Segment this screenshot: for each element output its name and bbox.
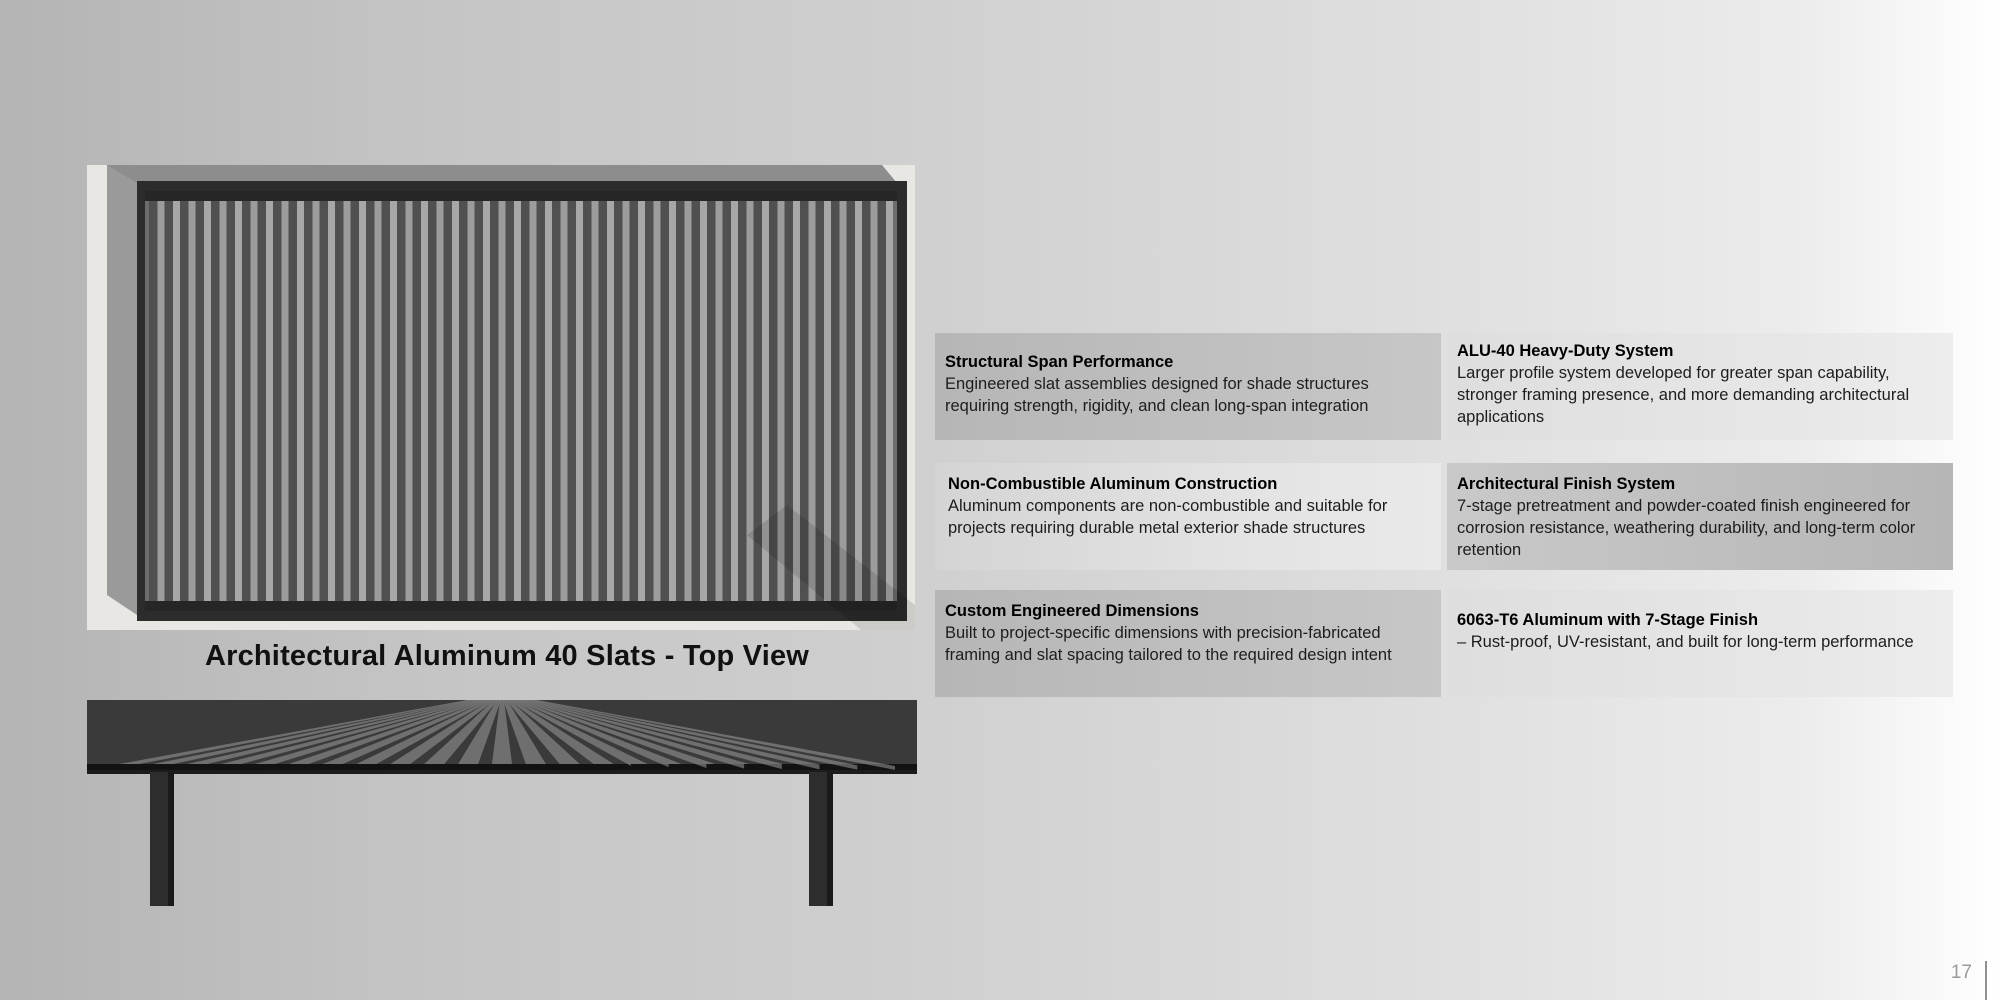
top-view-illustration — [87, 165, 915, 630]
slat — [521, 191, 530, 611]
feature-title: Structural Span Performance — [945, 353, 1174, 371]
slat-gap — [468, 191, 475, 611]
slat — [397, 191, 406, 611]
slat — [351, 191, 360, 611]
slat — [599, 191, 608, 611]
slat-gap — [235, 191, 242, 611]
slat — [304, 191, 313, 611]
slat-gap — [297, 191, 304, 611]
slat-gap — [499, 191, 506, 611]
feature-card-structural-span — [935, 333, 1441, 440]
slat-gap — [855, 191, 862, 611]
slat-gap — [390, 191, 397, 611]
slat-gap — [545, 191, 552, 611]
slat-gap — [592, 191, 599, 611]
slat — [506, 191, 515, 611]
slat-gap — [220, 191, 227, 611]
slat — [537, 191, 546, 611]
feature-body: Aluminum components are non-combustible and suitable for projects requiring durable metal exterior shade structures — [948, 497, 1388, 537]
slat-gap — [173, 191, 180, 611]
figure-caption: Architectural Aluminum 40 Slats - Top View — [204, 640, 810, 672]
slat — [428, 191, 437, 611]
slat-gap — [638, 191, 645, 611]
feature-body: Engineered slat assemblies designed for shade structures requiring strength, rigidity, and clean long-span integration — [945, 375, 1369, 415]
slat — [165, 191, 174, 611]
feature-body: Built to project-specific dimensions with precision-fabricated framing and slat spacing tailored to the required design intent — [945, 624, 1392, 664]
feature-body: – Rust-proof, UV-resistant, and built for long-term performance — [1457, 633, 1914, 651]
slat — [754, 191, 763, 611]
slat-gap — [669, 191, 676, 611]
feature-card-finish-system — [1447, 463, 1953, 570]
slat-gap — [204, 191, 211, 611]
slat — [568, 191, 577, 611]
slat-gap — [328, 191, 335, 611]
slat — [196, 191, 205, 611]
slat — [242, 191, 251, 611]
slat — [723, 191, 732, 611]
slat — [878, 191, 887, 611]
slat-gap — [700, 191, 707, 611]
feature-title: ALU-40 Heavy-Duty System — [1457, 342, 1674, 360]
slat-gap — [607, 191, 614, 611]
slat — [475, 191, 484, 611]
feature-title: Architectural Finish System — [1457, 475, 1676, 493]
slat — [847, 191, 856, 611]
side-view-render — [87, 700, 917, 910]
slat-gap — [359, 191, 366, 611]
slat — [614, 191, 623, 611]
top-view-render — [87, 165, 915, 630]
slat-gap — [421, 191, 428, 611]
slat — [320, 191, 329, 611]
slat — [661, 191, 670, 611]
feature-card-non-combustible — [935, 463, 1441, 570]
slat — [692, 191, 701, 611]
slat-gap — [886, 191, 893, 611]
slat — [289, 191, 298, 611]
slat — [676, 191, 685, 611]
slat — [180, 191, 189, 611]
slat-gap — [189, 191, 196, 611]
side-view-illustration — [87, 700, 917, 910]
feature-title: Custom Engineered Dimensions — [945, 602, 1199, 620]
slat-gap — [514, 191, 521, 611]
slat-gap — [576, 191, 583, 611]
slat-gap — [158, 191, 165, 611]
feature-card-custom-dimensions — [935, 590, 1441, 697]
slat-gap — [282, 191, 289, 611]
slat-gap — [313, 191, 320, 611]
slat-gap — [266, 191, 273, 611]
slat — [335, 191, 344, 611]
slat-gap — [452, 191, 459, 611]
slat-gap — [406, 191, 413, 611]
slat — [366, 191, 375, 611]
slat-gap — [871, 191, 878, 611]
slat — [583, 191, 592, 611]
feature-title: 6063-T6 Aluminum with 7-Stage Finish — [1457, 611, 1759, 629]
slat — [258, 191, 267, 611]
slat-gap — [747, 191, 754, 611]
slat — [862, 191, 871, 611]
slat-gap — [623, 191, 630, 611]
feature-card-6063-t6 — [1447, 590, 1953, 697]
slat — [645, 191, 654, 611]
slat — [552, 191, 561, 611]
slat — [211, 191, 220, 611]
slat — [490, 191, 499, 611]
page-number-rule — [1985, 961, 1987, 1000]
slat — [630, 191, 639, 611]
slat-gap — [251, 191, 258, 611]
slat — [707, 191, 716, 611]
slat-gap — [731, 191, 738, 611]
slat — [738, 191, 747, 611]
feature-body: 7-stage pretreatment and powder-coated finish engineered for corrosion resistance, weathering durability, and long-term color retention — [1457, 497, 1916, 559]
slat — [227, 191, 236, 611]
slat-gap — [685, 191, 692, 611]
slat-gap — [654, 191, 661, 611]
page-number: 17 — [1950, 962, 1972, 983]
slat-gap — [437, 191, 444, 611]
slat-gap — [344, 191, 351, 611]
slat-gap — [375, 191, 382, 611]
slat-gap — [483, 191, 490, 611]
feature-card-alu-40 — [1447, 333, 1953, 440]
slat-gap — [716, 191, 723, 611]
slat — [413, 191, 422, 611]
slat — [459, 191, 468, 611]
slat — [382, 191, 391, 611]
feature-title: Non-Combustible Aluminum Construction — [948, 475, 1278, 493]
slat — [444, 191, 453, 611]
slat-gap — [530, 191, 537, 611]
slat-gap — [561, 191, 568, 611]
feature-body: Larger profile system developed for greater span capability, stronger framing presence, and more demanding architectural applications — [1457, 364, 1910, 426]
slat — [273, 191, 282, 611]
slat — [149, 191, 158, 611]
